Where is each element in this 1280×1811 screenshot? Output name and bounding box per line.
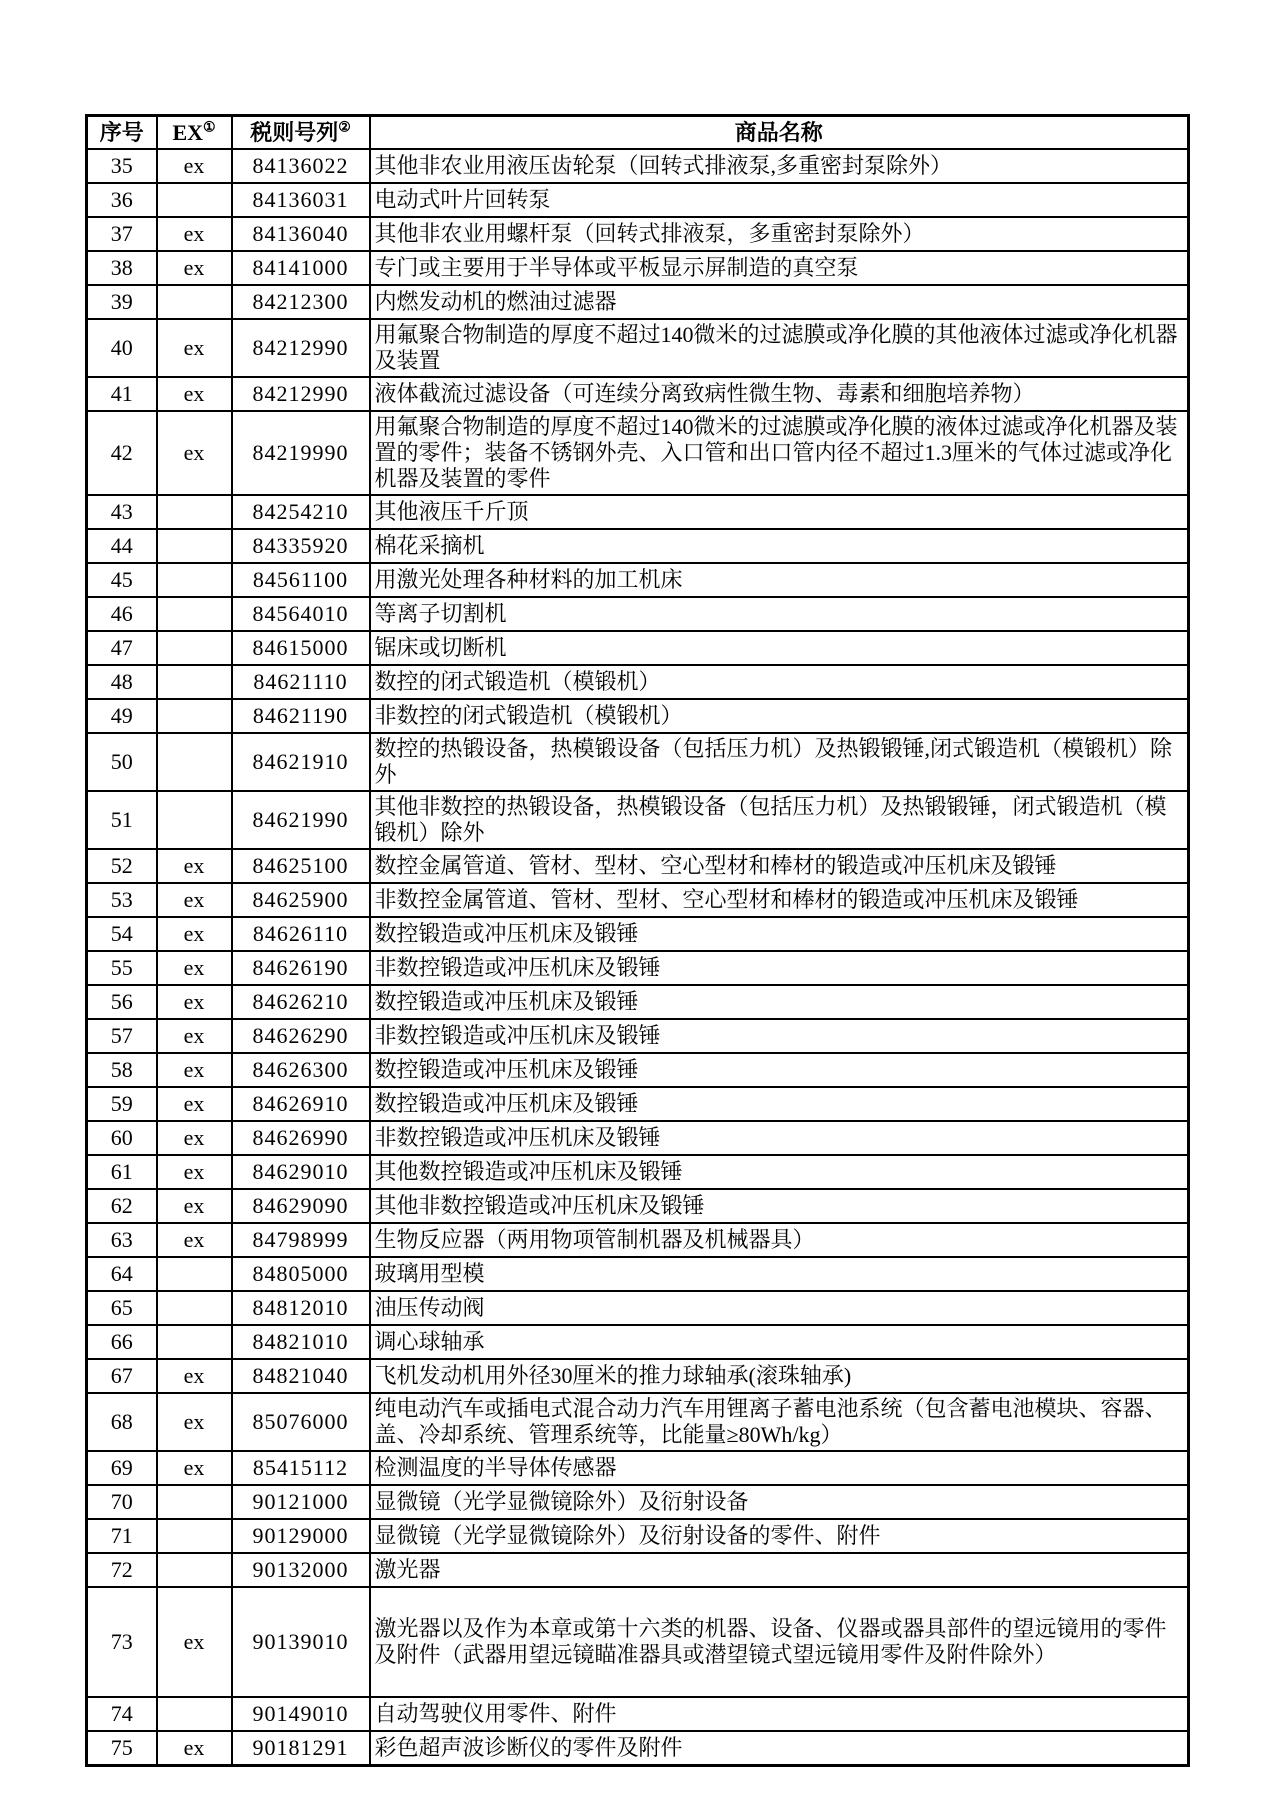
table-row: [87, 1087, 1189, 1121]
row-ex-cell: ex: [157, 411, 232, 495]
row-name-cell: 飞机发动机用外径30厘米的推力球轴承(滚珠轴承): [370, 1359, 1189, 1393]
row-seq-cell: 68: [87, 1393, 157, 1451]
table-row: [87, 883, 1189, 917]
row-ex-cell: ex: [157, 251, 232, 285]
table-row: [87, 495, 1189, 529]
row-seq-cell: 65: [87, 1291, 157, 1325]
row-ex-cell: ex: [157, 883, 232, 917]
table-row: [87, 1121, 1189, 1155]
row-code-cell: 85076000: [232, 1393, 370, 1451]
row-code-cell: 84821040: [232, 1359, 370, 1393]
row-code-cell: 84212300: [232, 285, 370, 319]
row-seq-cell: 50: [87, 733, 157, 791]
table-row: [87, 699, 1189, 733]
row-seq-cell: 42: [87, 411, 157, 495]
row-seq-cell: 55: [87, 951, 157, 985]
row-code-cell: 84141000: [232, 251, 370, 285]
table-row: [87, 529, 1189, 563]
row-name-cell: 锯床或切断机: [370, 631, 1189, 665]
row-ex-cell: ex: [157, 217, 232, 251]
table-row: [87, 285, 1189, 319]
table-row: [87, 1697, 1189, 1731]
row-code-cell: 90149010: [232, 1697, 370, 1731]
row-ex-cell: ex: [157, 985, 232, 1019]
row-seq-cell: 73: [87, 1587, 157, 1697]
row-ex-cell: ex: [157, 849, 232, 883]
table-row: [87, 149, 1189, 183]
row-code-cell: 90129000: [232, 1519, 370, 1553]
col-header-name: 商品名称: [370, 116, 1189, 150]
row-ex-cell: [157, 631, 232, 665]
row-name-cell: 其他非农业用螺杆泵（回转式排液泵，多重密封泵除外）: [370, 217, 1189, 251]
row-name-cell: 激光器以及作为本章或第十六类的机器、设备、仪器或器具部件的望远镜用的零件及附件（武器用望远镜瞄准器具或潜望镜式望远镜用零件及附件除外）: [370, 1587, 1189, 1697]
row-code-cell: 84136040: [232, 217, 370, 251]
row-seq-cell: 75: [87, 1731, 157, 1766]
table-row: [87, 1587, 1189, 1697]
row-name-cell: 用氟聚合物制造的厚度不超过140微米的过滤膜或净化膜的其他液体过滤或净化机器及装置: [370, 319, 1189, 377]
table-row: [87, 1519, 1189, 1553]
row-ex-cell: [157, 183, 232, 217]
row-ex-cell: [157, 665, 232, 699]
tariff-table: [85, 114, 1190, 1767]
table-row: [87, 1257, 1189, 1291]
row-code-cell: 90132000: [232, 1553, 370, 1587]
row-seq-cell: 62: [87, 1189, 157, 1223]
row-name-cell: 纯电动汽车或插电式混合动力汽车用锂离子蓄电池系统（包含蓄电池模块、容器、盖、冷却系统、管理系统等，比能量≥80Wh/kg）: [370, 1393, 1189, 1451]
row-seq-cell: 71: [87, 1519, 157, 1553]
row-name-cell: 油压传动阀: [370, 1291, 1189, 1325]
row-ex-cell: [157, 1325, 232, 1359]
row-ex-cell: [157, 495, 232, 529]
row-name-cell: 玻璃用型模: [370, 1257, 1189, 1291]
row-name-cell: 其他液压千斤顶: [370, 495, 1189, 529]
row-code-cell: 84626300: [232, 1053, 370, 1087]
row-name-cell: 数控的闭式锻造机（模锻机）: [370, 665, 1189, 699]
row-code-cell: 90139010: [232, 1587, 370, 1697]
col-header-code: [232, 116, 370, 150]
row-name-cell: 其他非数控锻造或冲压机床及锻锤: [370, 1189, 1189, 1223]
row-ex-cell: ex: [157, 377, 232, 411]
row-code-cell: 84621110: [232, 665, 370, 699]
table-row: [87, 1223, 1189, 1257]
table-row: [87, 1019, 1189, 1053]
row-code-cell: 84621990: [232, 791, 370, 849]
table-row: [87, 1393, 1189, 1451]
row-ex-cell: [157, 1291, 232, 1325]
table-row: [87, 217, 1189, 251]
row-seq-cell: 58: [87, 1053, 157, 1087]
row-name-cell: 调心球轴承: [370, 1325, 1189, 1359]
table-row: [87, 791, 1189, 849]
row-name-cell: 自动驾驶仪用零件、附件: [370, 1697, 1189, 1731]
row-name-cell: 激光器: [370, 1553, 1189, 1587]
row-name-cell: 数控金属管道、管材、型材、空心型材和棒材的锻造或冲压机床及锻锤: [370, 849, 1189, 883]
table-row: [87, 1359, 1189, 1393]
table-row: [87, 849, 1189, 883]
row-seq-cell: 67: [87, 1359, 157, 1393]
table-row: [87, 1451, 1189, 1485]
footnote-1-marker: ①: [203, 120, 216, 136]
row-name-cell: 液体截流过滤设备（可连续分离致病性微生物、毒素和细胞培养物）: [370, 377, 1189, 411]
row-name-cell: 非数控锻造或冲压机床及锻锤: [370, 1121, 1189, 1155]
row-seq-cell: 74: [87, 1697, 157, 1731]
row-ex-cell: ex: [157, 1587, 232, 1697]
row-ex-cell: ex: [157, 917, 232, 951]
table-row: [87, 1291, 1189, 1325]
row-code-cell: 84625900: [232, 883, 370, 917]
row-seq-cell: 43: [87, 495, 157, 529]
row-seq-cell: 60: [87, 1121, 157, 1155]
row-code-cell: 84136022: [232, 149, 370, 183]
row-name-cell: 电动式叶片回转泵: [370, 183, 1189, 217]
row-name-cell: 非数控的闭式锻造机（模锻机）: [370, 699, 1189, 733]
table-row: [87, 597, 1189, 631]
row-ex-cell: ex: [157, 1359, 232, 1393]
row-seq-cell: 35: [87, 149, 157, 183]
row-ex-cell: ex: [157, 1121, 232, 1155]
row-seq-cell: 37: [87, 217, 157, 251]
row-name-cell: 棉花采摘机: [370, 529, 1189, 563]
row-seq-cell: 56: [87, 985, 157, 1019]
row-name-cell: 显微镜（光学显微镜除外）及衍射设备: [370, 1485, 1189, 1519]
col-header-ex-label: EX: [172, 119, 203, 145]
table-row: [87, 1189, 1189, 1223]
row-ex-cell: [157, 733, 232, 791]
row-ex-cell: [157, 699, 232, 733]
row-name-cell: 非数控锻造或冲压机床及锻锤: [370, 951, 1189, 985]
col-header-seq: 序号: [87, 116, 157, 150]
row-code-cell: 84212990: [232, 319, 370, 377]
row-seq-cell: 40: [87, 319, 157, 377]
row-seq-cell: 53: [87, 883, 157, 917]
row-seq-cell: 46: [87, 597, 157, 631]
row-name-cell: 彩色超声波诊断仪的零件及附件: [370, 1731, 1189, 1766]
table-row: [87, 563, 1189, 597]
row-seq-cell: 45: [87, 563, 157, 597]
table-row: [87, 1485, 1189, 1519]
row-code-cell: 84212990: [232, 377, 370, 411]
row-seq-cell: 38: [87, 251, 157, 285]
table-row: [87, 1155, 1189, 1189]
table-header: [87, 116, 1189, 150]
row-name-cell: 数控锻造或冲压机床及锻锤: [370, 1053, 1189, 1087]
row-ex-cell: ex: [157, 1087, 232, 1121]
row-seq-cell: 63: [87, 1223, 157, 1257]
row-seq-cell: 39: [87, 285, 157, 319]
row-code-cell: 90121000: [232, 1485, 370, 1519]
row-code-cell: 84629090: [232, 1189, 370, 1223]
row-ex-cell: ex: [157, 1451, 232, 1485]
table-row: [87, 411, 1189, 495]
row-name-cell: 等离子切割机: [370, 597, 1189, 631]
row-ex-cell: [157, 1257, 232, 1291]
row-code-cell: 84798999: [232, 1223, 370, 1257]
row-code-cell: 84136031: [232, 183, 370, 217]
row-name-cell: 检测温度的半导体传感器: [370, 1451, 1189, 1485]
row-name-cell: 非数控锻造或冲压机床及锻锤: [370, 1019, 1189, 1053]
table-row: [87, 1731, 1189, 1766]
row-name-cell: 其他非数控的热锻设备，热模锻设备（包括压力机）及热锻锻锤，闭式锻造机（模锻机）除外: [370, 791, 1189, 849]
row-seq-cell: 48: [87, 665, 157, 699]
table-row: [87, 377, 1189, 411]
row-seq-cell: 49: [87, 699, 157, 733]
row-code-cell: 84621910: [232, 733, 370, 791]
row-ex-cell: [157, 1553, 232, 1587]
row-seq-cell: 69: [87, 1451, 157, 1485]
row-code-cell: 84626910: [232, 1087, 370, 1121]
row-ex-cell: ex: [157, 1393, 232, 1451]
row-seq-cell: 44: [87, 529, 157, 563]
row-ex-cell: [157, 1485, 232, 1519]
row-ex-cell: ex: [157, 1223, 232, 1257]
table-row: [87, 183, 1189, 217]
row-name-cell: 其他数控锻造或冲压机床及锻锤: [370, 1155, 1189, 1189]
row-seq-cell: 70: [87, 1485, 157, 1519]
row-seq-cell: 72: [87, 1553, 157, 1587]
row-code-cell: 84335920: [232, 529, 370, 563]
row-ex-cell: [157, 791, 232, 849]
col-header-code-label: 税则号列: [250, 119, 339, 145]
table-row: [87, 1325, 1189, 1359]
row-ex-cell: ex: [157, 149, 232, 183]
row-seq-cell: 41: [87, 377, 157, 411]
row-code-cell: 84564010: [232, 597, 370, 631]
row-ex-cell: ex: [157, 1189, 232, 1223]
row-code-cell: 84621190: [232, 699, 370, 733]
table-row: [87, 917, 1189, 951]
row-code-cell: 84615000: [232, 631, 370, 665]
row-code-cell: 84626990: [232, 1121, 370, 1155]
row-code-cell: 90181291: [232, 1731, 370, 1766]
row-ex-cell: [157, 1519, 232, 1553]
row-seq-cell: 47: [87, 631, 157, 665]
row-name-cell: 数控锻造或冲压机床及锻锤: [370, 917, 1189, 951]
row-code-cell: 84254210: [232, 495, 370, 529]
table-row: [87, 951, 1189, 985]
row-code-cell: 84805000: [232, 1257, 370, 1291]
row-code-cell: 84629010: [232, 1155, 370, 1189]
table-row: [87, 985, 1189, 1019]
row-code-cell: 84219990: [232, 411, 370, 495]
row-code-cell: 84626110: [232, 917, 370, 951]
table-row: [87, 733, 1189, 791]
row-seq-cell: 52: [87, 849, 157, 883]
row-name-cell: 专门或主要用于半导体或平板显示屏制造的真空泵: [370, 251, 1189, 285]
row-ex-cell: [157, 529, 232, 563]
table-row: [87, 1553, 1189, 1587]
row-code-cell: 85415112: [232, 1451, 370, 1485]
table-body: [87, 149, 1189, 1766]
header-row: [87, 116, 1189, 150]
row-code-cell: 84626190: [232, 951, 370, 985]
row-code-cell: 84821010: [232, 1325, 370, 1359]
row-seq-cell: 59: [87, 1087, 157, 1121]
row-ex-cell: ex: [157, 319, 232, 377]
row-code-cell: 84625100: [232, 849, 370, 883]
row-ex-cell: [157, 1697, 232, 1731]
footnote-2-marker: ②: [338, 120, 351, 136]
row-name-cell: 其他非农业用液压齿轮泵（回转式排液泵,多重密封泵除外）: [370, 149, 1189, 183]
row-ex-cell: [157, 563, 232, 597]
row-name-cell: 数控的热锻设备，热模锻设备（包括压力机）及热锻锻锤,闭式锻造机（模锻机）除外: [370, 733, 1189, 791]
row-seq-cell: 64: [87, 1257, 157, 1291]
table-row: [87, 251, 1189, 285]
row-code-cell: 84561100: [232, 563, 370, 597]
row-seq-cell: 61: [87, 1155, 157, 1189]
table-row: [87, 319, 1189, 377]
table-row: [87, 1053, 1189, 1087]
col-header-ex: [157, 116, 232, 150]
row-seq-cell: 66: [87, 1325, 157, 1359]
row-ex-cell: ex: [157, 1053, 232, 1087]
row-name-cell: 数控锻造或冲压机床及锻锤: [370, 1087, 1189, 1121]
row-ex-cell: ex: [157, 951, 232, 985]
table-row: [87, 631, 1189, 665]
row-name-cell: 用激光处理各种材料的加工机床: [370, 563, 1189, 597]
row-name-cell: 非数控金属管道、管材、型材、空心型材和棒材的锻造或冲压机床及锻锤: [370, 883, 1189, 917]
row-code-cell: 84626290: [232, 1019, 370, 1053]
row-name-cell: 显微镜（光学显微镜除外）及衍射设备的零件、附件: [370, 1519, 1189, 1553]
row-seq-cell: 36: [87, 183, 157, 217]
row-ex-cell: ex: [157, 1731, 232, 1766]
row-ex-cell: [157, 597, 232, 631]
row-name-cell: 内燃发动机的燃油过滤器: [370, 285, 1189, 319]
row-ex-cell: ex: [157, 1019, 232, 1053]
row-name-cell: 用氟聚合物制造的厚度不超过140微米的过滤膜或净化膜的液体过滤或净化机器及装置的零件；装备不锈钢外壳、入口管和出口管内径不超过1.3厘米的气体过滤或净化机器及装置的零件: [370, 411, 1189, 495]
row-code-cell: 84812010: [232, 1291, 370, 1325]
row-seq-cell: 51: [87, 791, 157, 849]
row-name-cell: 生物反应器（两用物项管制机器及机械器具）: [370, 1223, 1189, 1257]
row-seq-cell: 54: [87, 917, 157, 951]
row-ex-cell: [157, 285, 232, 319]
row-name-cell: 数控锻造或冲压机床及锻锤: [370, 985, 1189, 1019]
tariff-table-container: [85, 114, 1190, 1767]
row-seq-cell: 57: [87, 1019, 157, 1053]
table-row: [87, 665, 1189, 699]
row-ex-cell: ex: [157, 1155, 232, 1189]
row-code-cell: 84626210: [232, 985, 370, 1019]
